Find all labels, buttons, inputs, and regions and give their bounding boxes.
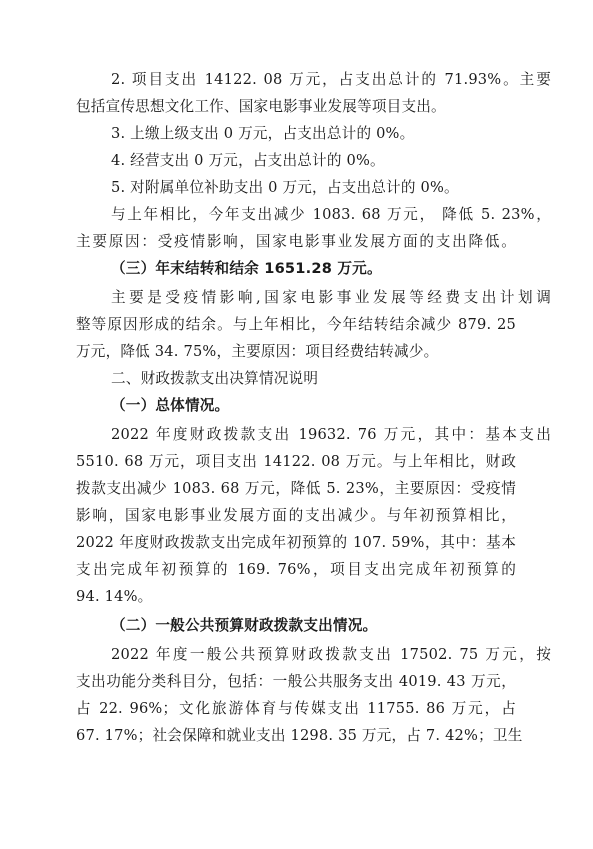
paragraph-line: 67. 17%；社会保障和就业支出 1298. 35 万元，占 7. 42%；卫生 [76, 727, 523, 744]
paragraph-line: 整等原因形成的结余。与上年相比，今年结转结余减少 879. 25 [76, 316, 516, 333]
paragraph-line: 2022 年度财政拨款支出 19632. 76 万元，其中：基本支出 [111, 426, 551, 443]
paragraph-line: 占 22. 96%；文化旅游体育与传媒支出 11755. 86 万元，占 [76, 700, 516, 717]
paragraph-line: 万元，降低 34. 75%，主要原因：项目经费结转减少。 [76, 343, 439, 360]
paragraph-line: 包括宣传思想文化工作、国家电影事业发展等项目支出。 [76, 98, 446, 115]
section-heading: （三）年末结转和结余 1651.28 万元。 [111, 260, 382, 277]
section-heading: （一）总体情况。 [111, 397, 230, 414]
paragraph-line: 4. 经营支出 0 万元，占支出总计的 0%。 [111, 152, 385, 169]
paragraph-line: 94. 14%。 [76, 588, 153, 605]
paragraph-line: 主要是受疫情影响,国家电影事业发展等经费支出计划调 [111, 289, 551, 306]
paragraph-line: 主要原因：受疫情影响，国家电影事业发展方面的支出降低。 [76, 233, 516, 250]
paragraph-line: 2022 年度财政拨款支出完成年初预算的 107. 59%，其中：基本 [76, 534, 516, 551]
paragraph-line: 支出功能分类科目分，包括：一般公共服务支出 4019. 43 万元， [76, 673, 516, 690]
paragraph-line: 2. 项目支出 14122. 08 万元，占支出总计的 71.93%。主要 [111, 71, 551, 88]
paragraph-line: 影响，国家电影事业发展方面的支出减少。与年初预算相比， [76, 507, 516, 524]
paragraph-line: 5510. 68 万元，项目支出 14122. 08 万元。与上年相比，财政 [76, 453, 516, 470]
paragraph-line: 支出完成年初预算的 169. 76%，项目支出完成年初预算的 [76, 561, 516, 578]
section-heading: 二、财政拨款支出决算情况说明 [111, 370, 319, 387]
paragraph-line: 3. 上缴上级支出 0 万元，占支出总计的 0%。 [111, 125, 415, 142]
paragraph-line: 拨款支出减少 1083. 68 万元，降低 5. 23%，主要原因：受疫情 [76, 480, 516, 497]
section-heading: （二）一般公共预算财政拨款支出情况。 [111, 617, 378, 634]
paragraph-line: 与上年相比，今年支出减少 1083. 68 万元， 降低 5. 23%， [111, 206, 551, 223]
paragraph-line: 2022 年度一般公共预算财政拨款支出 17502. 75 万元，按 [111, 646, 551, 663]
paragraph-line: 5. 对附属单位补助支出 0 万元，占支出总计的 0%。 [111, 179, 459, 196]
